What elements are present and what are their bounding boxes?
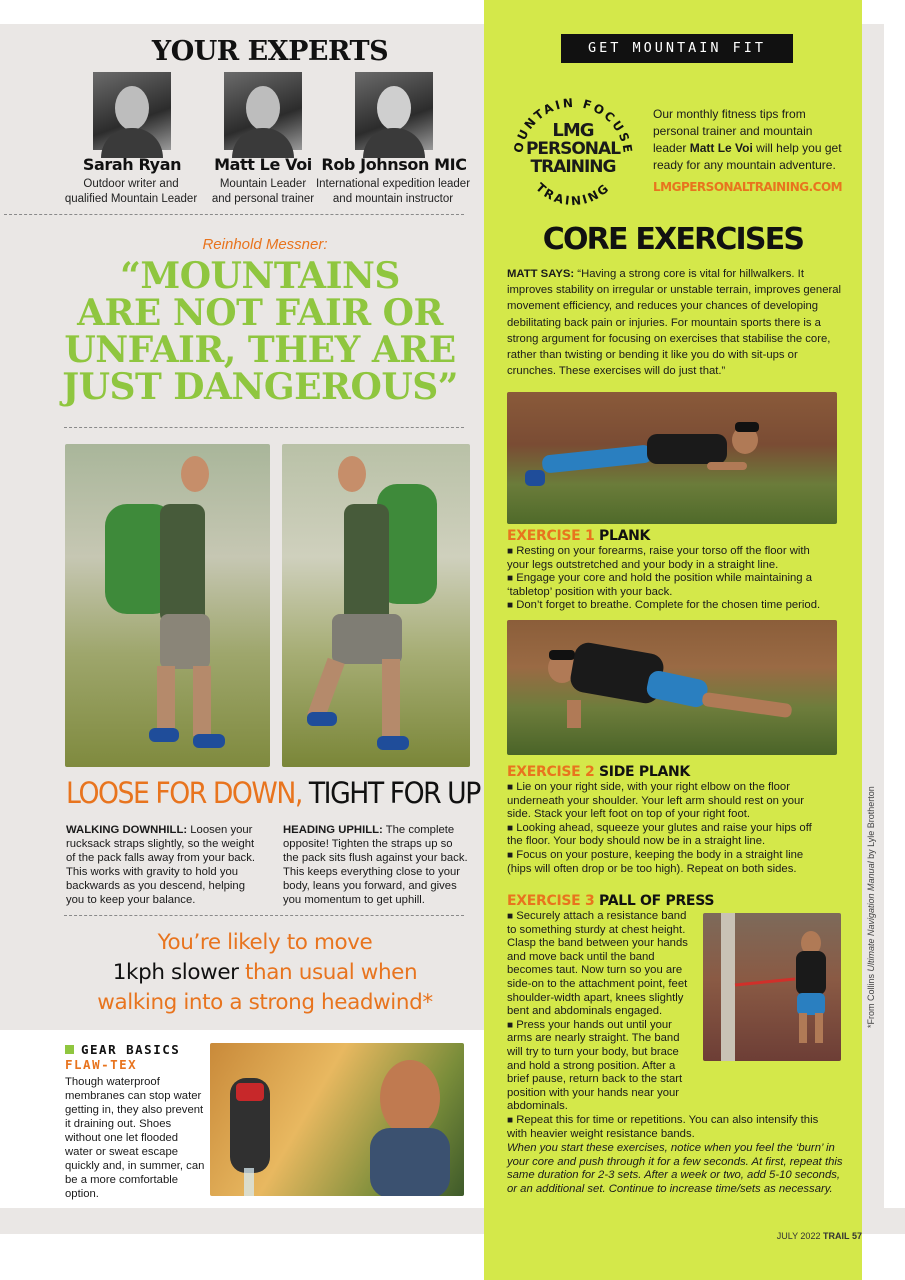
photo-side-plank: [507, 620, 837, 755]
quote-text: [40, 255, 480, 408]
wind-text: than usual when: [238, 960, 418, 985]
logo-arc-top: OUNTAIN FOCUSE: [511, 95, 636, 156]
gear-label: GEAR BASICS: [81, 1042, 181, 1057]
downhill-paragraph: [66, 823, 266, 907]
avatar-matt-le-voi: [224, 72, 302, 150]
expert-name: Matt Le Voi: [214, 155, 312, 174]
exercise-name: PLANK: [594, 528, 651, 544]
exercise-step: ■ Repeat this for time or repetitions. You can also intensify this with heavier weight resistance bands.: [507, 1113, 819, 1140]
exercise-2-steps: [507, 781, 825, 876]
matt-says-text: “Having a strong core is vital for hillwalkers. It improves stability on irregular or unstable terrain, improves general movement efficiency, and reduces your chances of developing debilitating back pain or injuries. For mountain sports there is a strong argument for focusing on exercises that stabilise the core, rather than twisting or bending it like you do with sit-ups or crunches. These exercises will do just that.”: [507, 268, 842, 378]
divider: [64, 915, 464, 916]
expert-role: International expedition leader: [315, 178, 471, 190]
wind-line: walking into a strong headwind*: [97, 990, 433, 1015]
wind-stat: [20, 928, 510, 1018]
photo-plank: [507, 392, 837, 524]
loose-heading-orange: LOOSE FOR DOWN,: [66, 776, 302, 810]
right-edge-strip: [862, 24, 884, 1208]
page-footer: [760, 1231, 862, 1241]
footer-mag: TRAIL: [822, 1231, 850, 1241]
uphill-paragraph: [283, 823, 471, 907]
loose-heading-black: TIGHT FOR UP: [301, 776, 480, 810]
intro-name: Matt Le Voi: [689, 141, 753, 155]
avatar-sarah-ryan: [93, 72, 171, 150]
svg-text:TRAINING: [533, 180, 613, 208]
photo-hiker-uphill: [282, 444, 470, 767]
exercise-step: ■ Lie on your right side, with your right elbow on the floor underneath your shoulder. Your left arm should rest on your side. Stack your left foot on top of your right foot.: [507, 781, 805, 821]
quote-line: UNFAIR, THEY ARE: [64, 329, 456, 371]
exercise-step: ■ Press your hands out until your arms are nearly straight. The band will try to turn your body, but brace and hold a strong position. After a brief pause, return back to the start position with your hands near your abdominals.: [507, 1018, 683, 1113]
matt-says: [507, 266, 843, 379]
exercise-step: ■ Don’t forget to breathe. Complete for the chosen time period.: [507, 599, 821, 612]
closing-note: When you start these exercises, notice when you feel the ‘burn’ in your core and push through it for a few seconds. At first, repeat this same duration for 2-3 sets. After a week or two, add 5-10 seconds, or an additional set. Continue to increase time/sets as necessary.: [507, 1142, 843, 1195]
expert-role: qualified Mountain Leader: [64, 193, 198, 205]
expert-name: Rob Johnson MIC: [321, 155, 467, 174]
exercise-2-title: [507, 764, 690, 780]
section-banner: GET MOUNTAIN FIT: [561, 34, 793, 63]
expert-role: and mountain instructor: [332, 193, 454, 205]
logo-line: PERSONAL: [525, 139, 621, 159]
section-title: CORE EXERCISES: [542, 222, 804, 257]
photo-hiker-downhill: [65, 444, 270, 767]
lmg-logo: [502, 84, 644, 226]
quote-author: Reinhold Messner:: [202, 236, 328, 253]
photo-shoe-draining: [210, 1043, 464, 1196]
downhill-label: WALKING DOWNHILL:: [66, 824, 188, 836]
exercise-3-title: [507, 893, 714, 909]
uphill-text: The complete opposite! Tighten the straps up so the pack sits flush against your back. This keeps everything close to your body, leans you forward, and gives you momentum to get uphill.: [283, 824, 468, 906]
expert-role: Mountain Leader: [219, 178, 307, 190]
intro-text: will help you get ready for any mountain adventure.: [653, 141, 842, 172]
exercise-number: EXERCISE 3: [507, 893, 595, 909]
gear-square-icon: [65, 1045, 74, 1054]
trainer-url-link[interactable]: LMGPERSONALTRAINING.COM: [653, 180, 843, 194]
logo-arc-bottom: TRAINING: [533, 180, 613, 209]
downhill-text: Loosen your rucksack straps slightly, so the weight of the pack falls away from your back. This works with gravity to hold you backwards as you descend, helping you to keep your balance.: [66, 824, 255, 906]
expert-role: Outdoor writer and: [83, 178, 179, 190]
footer-date: JULY 2022: [776, 1231, 821, 1241]
exercise-step: ■ Looking ahead, squeeze your glutes and raise your hips off the floor. Your body should now be in a straight line.: [507, 821, 812, 848]
exercise-number: EXERCISE 2: [507, 764, 595, 780]
wind-line: You’re likely to move: [157, 930, 373, 955]
expert-name: Sarah Ryan: [82, 155, 182, 174]
matt-says-label: MATT SAYS:: [507, 268, 575, 280]
exercise-step: ■ Focus on your posture, keeping the body in a straight line (hips will often drop or be too high). Repeat on both sides.: [507, 848, 804, 875]
exercise-step: ■ Securely attach a resistance band to something sturdy at chest height. Clasp the band between your hands and move back until the band becomes taut. Now turn so you are side-on to the attachment point, feet shoulder-width apart, knees slightly bent and abdominals engaged.: [507, 910, 688, 1018]
fitness-intro: [653, 106, 849, 174]
loose-heading: [66, 776, 480, 810]
quote-line: “MOUNTAINS: [120, 255, 400, 297]
gear-label-row: [65, 1042, 180, 1057]
logo-line: LMG: [552, 120, 594, 141]
avatar-rob-johnson: [355, 72, 433, 150]
wind-line: [20, 958, 510, 988]
page-number: 57: [851, 1231, 862, 1241]
divider: [64, 427, 464, 428]
photo-credit: *From Collins Ultimate Navigation Manual by Lyle Brotherton: [866, 786, 876, 1028]
wind-highlight: 1kph slower: [112, 960, 239, 985]
expert-role: and personal trainer: [211, 193, 315, 205]
exercise-step: ■ Engage your core and hold the position while maintaining a ‘tabletop’ position with your back.: [507, 572, 812, 598]
divider: [4, 214, 464, 215]
exercise-1-title: [507, 528, 650, 544]
exercise-number: EXERCISE 1: [507, 528, 595, 544]
exercise-1-steps: [507, 545, 827, 613]
logo-line: TRAINING: [530, 157, 616, 177]
uphill-label: HEADING UPHILL:: [283, 824, 383, 836]
gear-text: Though waterproof membranes can stop water getting in, they also prevent it draining out. Shoes without one let flooded water or sweat escape quickly and, in summer, can be a more comfortable option.: [65, 1076, 205, 1200]
experts-heading: YOUR EXPERTS: [151, 36, 389, 67]
intro-text: Our monthly fitness tips from personal trainer and mountain leader: [653, 107, 813, 155]
quote-line: JUST DANGEROUS”: [62, 366, 458, 408]
gear-product: FLAW-TEX: [65, 1057, 138, 1072]
exercise-name: PALL OF PRESS: [594, 893, 715, 909]
exercise-3-steps: [507, 910, 827, 1141]
exercise-step: ■ Resting on your forearms, raise your torso off the floor with your legs outstretched and your body in a straight line.: [507, 545, 810, 571]
quote-line: ARE NOT FAIR OR: [77, 292, 443, 334]
exercise-name: SIDE PLANK: [594, 764, 690, 780]
